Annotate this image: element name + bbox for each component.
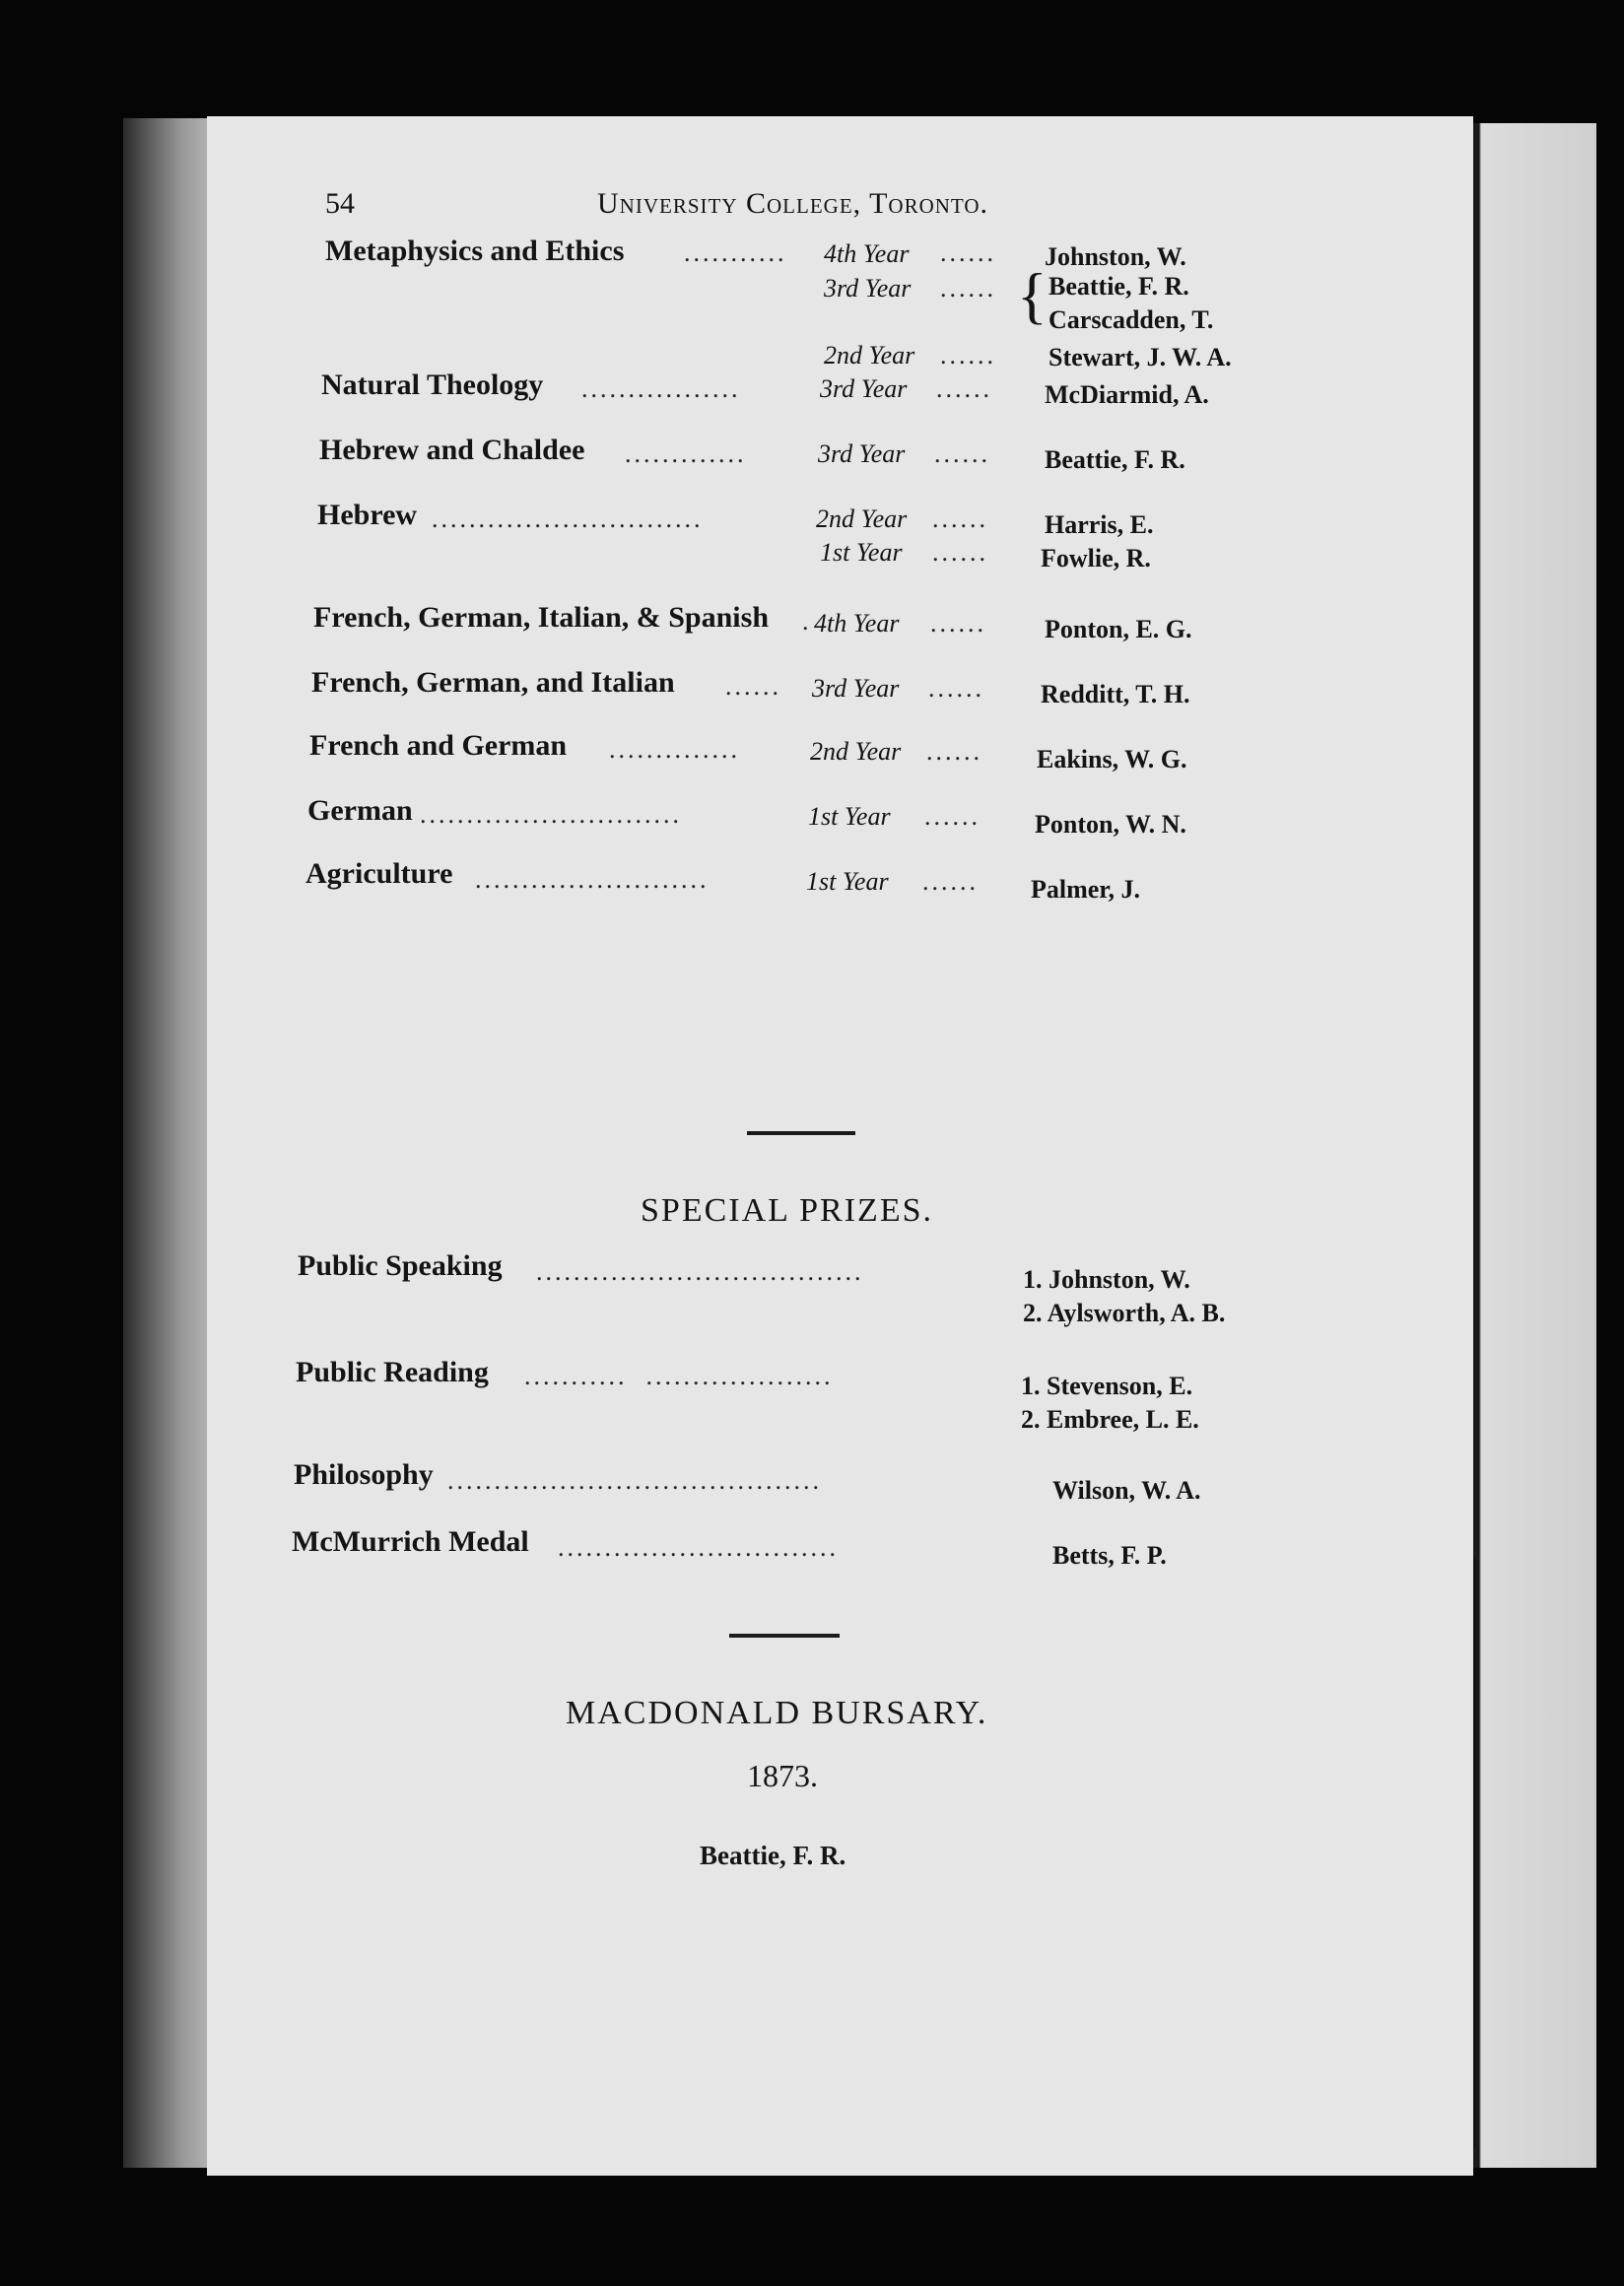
- winner-name: Beattie, F. R.: [700, 1841, 846, 1870]
- document-page: [207, 116, 1473, 2176]
- subject-label: Natural Theology: [321, 369, 544, 401]
- winner-name: Redditt, T. H.: [1041, 680, 1190, 708]
- year-label: 2nd Year: [816, 504, 908, 533]
- leader-dots: ......: [940, 341, 996, 370]
- running-title: University College, Toronto.: [597, 187, 989, 220]
- subject-label: Philosophy: [294, 1458, 434, 1491]
- leader-dots: ........... ....................: [524, 1362, 834, 1390]
- leader-dots: ......: [932, 538, 988, 567]
- winner-name: 2. Aylsworth, A. B.: [1023, 1299, 1226, 1327]
- leader-dots: ......: [940, 274, 996, 303]
- year-label: 3rd Year: [818, 439, 906, 468]
- leader-dots: .................: [581, 374, 741, 403]
- year-label: 1st Year: [808, 802, 891, 831]
- winner-name: 1. Johnston, W.: [1023, 1265, 1190, 1294]
- leader-dots: ......: [928, 674, 984, 703]
- leader-dots: ...........: [684, 238, 787, 267]
- leader-dots: ............................: [420, 800, 682, 829]
- leader-dots: ...................................: [536, 1257, 864, 1286]
- bursary-year: 1873.: [747, 1758, 818, 1793]
- section-heading: SPECIAL PRIZES.: [641, 1192, 934, 1229]
- leader-dots: ......: [922, 867, 979, 896]
- subject-label: Public Speaking: [298, 1249, 503, 1282]
- winner-name: Eakins, W. G.: [1037, 745, 1187, 773]
- leader-dots: ......: [936, 374, 992, 403]
- year-label: 4th Year: [814, 609, 900, 638]
- winner-name: Johnston, W.: [1045, 242, 1186, 271]
- winner-name: Harris, E.: [1045, 510, 1154, 539]
- leader-dots: ......: [932, 504, 988, 533]
- year-label: 3rd Year: [824, 274, 912, 303]
- leader-dots: .........................: [475, 865, 710, 894]
- winner-name: Beattie, F. R.: [1049, 272, 1189, 301]
- winner-name: McDiarmid, A.: [1045, 380, 1209, 409]
- leader-dots: ........................................: [447, 1466, 822, 1495]
- leader-dots: ......: [924, 802, 981, 831]
- winner-name: 2. Embree, L. E.: [1021, 1405, 1199, 1434]
- winner-name: Wilson, W. A.: [1052, 1476, 1201, 1505]
- winner-name: Fowlie, R.: [1041, 544, 1151, 572]
- subject-label: Agriculture: [305, 857, 453, 890]
- leader-dots: .............: [625, 439, 747, 468]
- subject-label: Hebrew: [317, 499, 418, 531]
- year-label: 4th Year: [824, 239, 910, 268]
- subject-label: French, German, Italian, & Spanish: [313, 601, 769, 634]
- year-label: 2nd Year: [824, 341, 915, 370]
- section-divider: [729, 1634, 840, 1638]
- section-heading: MACDONALD BURSARY.: [566, 1695, 988, 1731]
- leader-dots: .: [802, 607, 812, 636]
- leader-dots: .............................: [432, 504, 704, 533]
- winner-name: 1. Stevenson, E.: [1021, 1372, 1193, 1400]
- subject-label: French and German: [309, 729, 568, 762]
- leader-dots: ......: [930, 609, 986, 638]
- year-label: 3rd Year: [820, 374, 908, 403]
- subject-label: McMurrich Medal: [292, 1525, 529, 1558]
- facing-page-edge: [1473, 123, 1596, 2168]
- leader-dots: ......: [926, 737, 982, 766]
- winner-name: Ponton, W. N.: [1035, 810, 1186, 839]
- year-label: 3rd Year: [812, 674, 900, 703]
- subject-label: German: [307, 794, 413, 827]
- winner-name: Palmer, J.: [1031, 875, 1140, 904]
- leader-dots: ......: [934, 439, 990, 468]
- leader-dots: ..............: [609, 735, 740, 764]
- subject-label: Public Reading: [296, 1356, 489, 1388]
- subject-label: French, German, and Italian: [311, 666, 675, 699]
- brace-mark: {: [1017, 260, 1048, 330]
- winner-name: Carscadden, T.: [1049, 305, 1214, 334]
- year-label: 1st Year: [820, 538, 903, 567]
- winner-name: Beattie, F. R.: [1045, 445, 1185, 474]
- winner-name: Betts, F. P.: [1052, 1541, 1167, 1570]
- leader-dots: ..............................: [558, 1533, 839, 1562]
- year-label: 1st Year: [806, 867, 889, 896]
- section-divider: [747, 1131, 855, 1135]
- winner-name: Stewart, J. W. A.: [1049, 343, 1232, 371]
- subject-label: Hebrew and Chaldee: [319, 434, 585, 466]
- leader-dots: ......: [940, 238, 996, 267]
- leader-dots: ......: [725, 672, 781, 701]
- subject-label: Metaphysics and Ethics: [325, 235, 625, 267]
- winner-name: Ponton, E. G.: [1045, 615, 1192, 643]
- year-label: 2nd Year: [810, 737, 902, 766]
- page-number: 54: [325, 187, 355, 220]
